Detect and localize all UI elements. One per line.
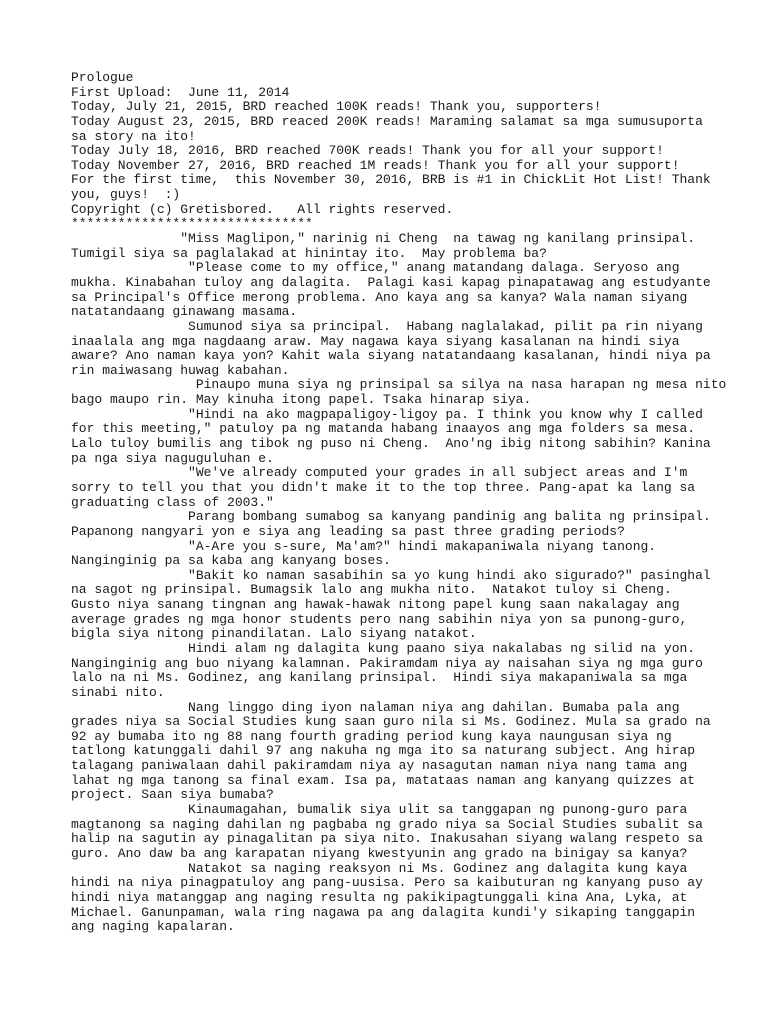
text-line: sorry to tell you that you didn't make it to the top three. Pang-apat ka lang sa xyxy=(71,479,696,495)
text-line: Copyright (c) Gretisbored. All rights reserved. xyxy=(71,201,454,217)
text-line: Tumigil siya sa paglalakad at hinintay ito. May problema ba? xyxy=(71,245,547,261)
text-line: Today, July 21, 2015, BRD reached 100K reads! Thank you, supporters! xyxy=(71,99,602,115)
text-line: Nanginginig pa sa kaba ang kanyang boses. xyxy=(71,553,391,569)
text-line: For the first time, this November 30, 2016, BRB is #1 in ChickLit Hot List! Thank xyxy=(71,172,711,188)
text-line: graduating class of 2003." xyxy=(71,494,274,510)
text-line: Papanong nangyari yon e siya ang leading sa past three grading periods? xyxy=(71,523,625,539)
text-line: mukha. Kinabahan tuloy ang dalagita. Palagi kasi kapag pinapatawag ang estudyante xyxy=(71,274,711,290)
text-line: Gusto niya sanang tingnan ang hawak-hawak nitong papel kung saan nakalagay ang xyxy=(71,597,680,613)
text-line: ******************************* xyxy=(71,216,313,232)
text-line: Pinaupo muna siya ng prinsipal sa silya na nasa harapan ng mesa nito xyxy=(71,377,727,393)
text-line: "Miss Maglipon," narinig ni Cheng na tawag ng kanilang prinsipal. xyxy=(71,231,696,247)
text-line: rin maiwasang huwag kabahan. xyxy=(71,362,290,378)
text-line: for this meeting," patuloy pa ng matanda habang inaayos ang mga folders sa mesa. xyxy=(71,421,696,437)
text-line: magtanong sa naging dahilan ng pagbaba ng grado niya sa Social Studies subalit sa xyxy=(71,816,703,832)
document-text xyxy=(71,70,727,935)
text-line: grades niya sa Social Studies kung saan guro nila si Ms. Godinez. Mula sa grado na xyxy=(71,714,711,730)
text-line: Hindi alam ng dalagita kung paano siya nakalabas ng silid na yon. xyxy=(71,640,696,656)
text-line: talagang paniwalaan dahil pakiramdam niya ay nasagutan naman niya nang tama ang xyxy=(71,758,688,774)
text-line: Today July 18, 2016, BRD reached 700K reads! Thank you for all your support! xyxy=(71,143,664,159)
text-line: Sumunod siya sa principal. Habang naglalakad, pilit pa rin niyang xyxy=(71,318,703,334)
text-line: lahat ng mga tanong sa final exam. Isa pa, matataas naman ang kanyang quizzes at xyxy=(71,772,696,788)
text-line: Today November 27, 2016, BRD reached 1M reads! Thank you for all your support! xyxy=(71,157,680,173)
text-line: "A-Are you s-sure, Ma'am?" hindi makapaniwala niyang tanong. xyxy=(71,538,657,554)
text-line: pa nga siya naguguluhan e. xyxy=(71,450,274,466)
text-line: sa Principal's Office merong problema. Ano kaya ang sa kanya? Wala naman siyang xyxy=(71,289,688,305)
text-line: Natakot sa naging reaksyon ni Ms. Godinez ang dalagita kung kaya xyxy=(71,860,688,876)
text-line: Prologue xyxy=(71,70,134,85)
text-line: aware? Ano naman kaya yon? Kahit wala siyang natatandaang kasalanan, hindi niya pa xyxy=(71,348,711,364)
text-line: guro. Ano daw ba ang karapatan niyang kwestyunin ang grado na binigay sa kanya? xyxy=(71,845,688,861)
text-line: First Upload: June 11, 2014 xyxy=(71,84,290,100)
text-line: 92 ay bumaba ito ng 88 nang fourth grading period kung kaya naungusan siya ng xyxy=(71,728,672,744)
text-line: hindi niya matanggap ang naging resulta ng pakikipagtunggali kina Ana, Lyka, at xyxy=(71,889,688,905)
text-line: Kinaumagahan, bumalik siya ulit sa tanggapan ng punong-guro para xyxy=(71,802,688,818)
text-line: Today August 23, 2015, BRD reaced 200K reads! Maraming salamat sa mga sumusuporta xyxy=(71,113,703,129)
text-line: inaalala ang mga nagdaang araw. May nagawa kaya siyang kasalanan na hindi siya xyxy=(71,333,680,349)
text-line: hindi na niya pinagpatuloy ang pang-uusisa. Pero sa kaibuturan ng kanyang puso ay xyxy=(71,875,703,891)
text-line: bago maupo rin. May kinuha itong papel. Tsaka hinarap siya. xyxy=(71,392,532,408)
text-line: na sagot ng prinsipal. Bumagsik lalo ang mukha nito. Natakot tuloy si Cheng. xyxy=(71,582,672,598)
text-line: Michael. Ganunpaman, wala ring nagawa pa ang dalagita kundi'y sikaping tanggapin xyxy=(71,904,696,920)
text-line: you, guys! :) xyxy=(71,187,181,203)
text-line: sa story na ito! xyxy=(71,128,196,144)
text-line: lalo na ni Ms. Godinez, ang kanilang prinsipal. Hindi siya makapaniwala sa mga xyxy=(71,670,688,686)
text-line: "Hindi na ako magpapaligoy-ligoy pa. I think you know why I called xyxy=(71,406,703,422)
text-line: halip na sagutin ay pinagalitan pa siya nito. Inakusahan siyang walang respeto sa xyxy=(71,831,703,847)
text-line: ang naging kapalaran. xyxy=(71,919,235,935)
text-line: project. Saan siya bumaba? xyxy=(71,787,274,803)
text-line: Nang linggo ding iyon nalaman niya ang dahilan. Bumaba pala ang xyxy=(71,699,680,715)
text-line: Parang bombang sumabog sa kanyang pandinig ang balita ng prinsipal. xyxy=(71,509,711,525)
text-line: bigla siya nitong pinandilatan. Lalo siyang natakot. xyxy=(71,626,477,642)
text-line: sinabi nito. xyxy=(71,684,165,700)
text-line: "Bakit ko naman sasabihin sa yo kung hindi ako sigurado?" pasinghal xyxy=(71,567,711,583)
text-line: "We've already computed your grades in all subject areas and I'm xyxy=(71,465,688,481)
text-line: tatlong katunggali dahil 97 ang nakuha ng mga ito sa naturang subject. Ang hirap xyxy=(71,743,696,759)
text-line: natatandaang ginawang masama. xyxy=(71,304,298,320)
text-line: "Please come to my office," anang matandang dalaga. Seryoso ang xyxy=(71,260,680,276)
text-line: Lalo tuloy bumilis ang tibok ng puso ni Cheng. Ano'ng ibig nitong sabihin? Kanina xyxy=(71,436,711,452)
text-line: average grades ng mga honor students pero nang sabihin niya yon sa punong-guro, xyxy=(71,611,688,627)
text-line: Nanginginig ang buo niyang kalamnan. Pakiramdam niya ay naisahan siya ng mga guro xyxy=(71,655,703,671)
